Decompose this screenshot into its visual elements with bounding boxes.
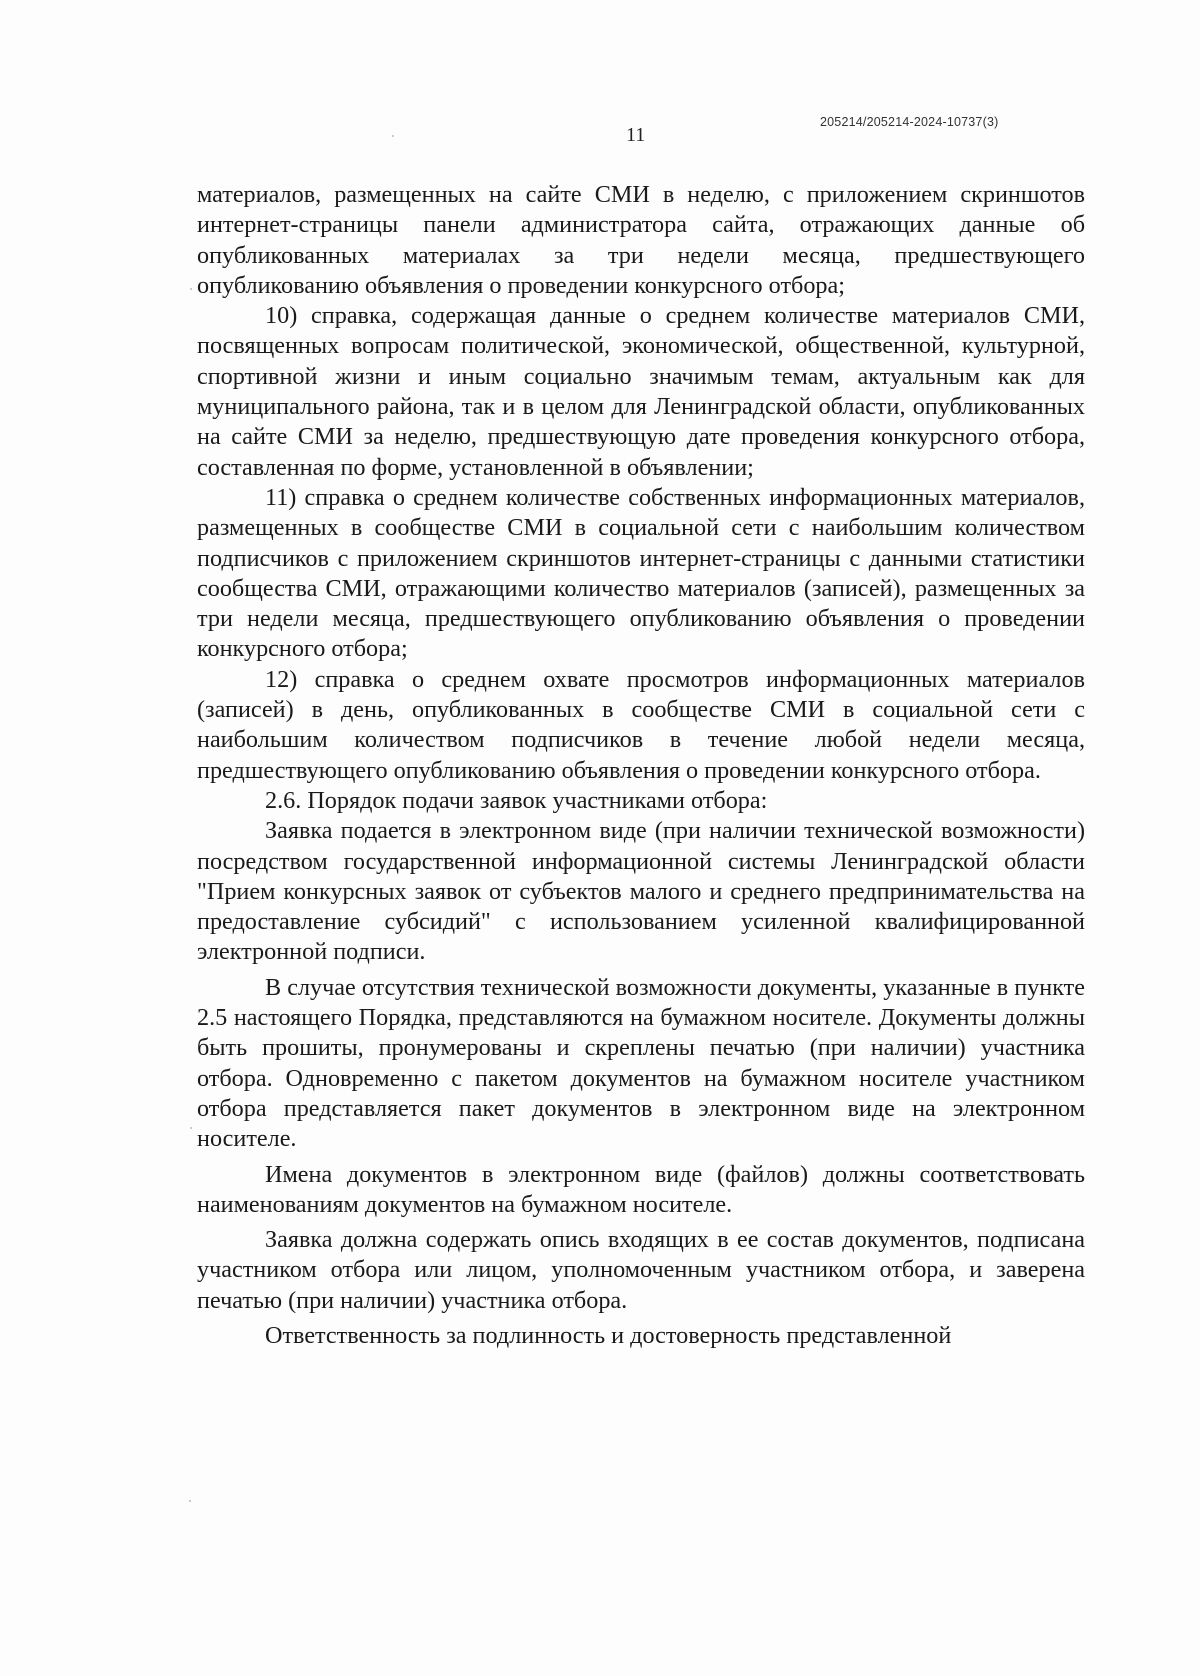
paragraph-application-electronic: Заявка подается в электронном виде (при наличии технической возможности) посредством государственной информационной системы Ленинградской области "Прием конкурсных заявок от субъектов малого и среднего предпринимательства на предоставление субсидий" с использованием усиленной квалифицированной электронной подписи.: [197, 817, 1085, 966]
scan-speck: [189, 1500, 191, 1502]
section-heading-2-6: 2.6. Порядок подачи заявок участниками отбора:: [265, 786, 768, 814]
scan-speck: [190, 1127, 192, 1129]
document-id: 205214/205214-2024-10737(3): [820, 115, 999, 129]
paragraph-file-names: Имена документов в электронном виде (файлов) должны соответствовать наименованиям документов на бумажном носителе.: [197, 1160, 1085, 1218]
paragraph-continuation: материалов, размещенных на сайте СМИ в неделю, с приложением скриншотов интернет-страницы панели администратора сайта, отражающих данные об опубликованных материалах за три недели месяца, предшествующего опубликованию объявления о проведении конкурсного отбора;: [197, 181, 1085, 299]
document-body: [197, 180, 1085, 1351]
scan-speck: [190, 288, 192, 290]
scan-speck: [392, 135, 394, 137]
paragraph-paper-submission: В случае отсутствия технической возможности документы, указанные в пункте 2.5 настоящего Порядка, представляются на бумажном носителе. Документы должны быть прошиты, пронумерованы и скреплены печатью (при наличии) участника отбора. Одновременно с пакетом документов на бумажном носителе участником отбора представляется пакет документов в электронном виде на электронном носителе.: [197, 973, 1085, 1153]
paragraph-inventory: Заявка должна содержать опись входящих в ее состав документов, подписана участником отбора или лицом, уполномоченным участником отбора, и заверена печатью (при наличии) участника отбора.: [197, 1226, 1085, 1314]
paragraph-responsibility: Ответственность за подлинность и достоверность представленной: [265, 1321, 952, 1349]
paragraph-item-11: 11) справка о среднем количестве собственных информационных материалов, размещенных в сообществе СМИ в социальной сети с наибольшим количеством подписчиков с приложением скриншотов интернет-страницы с данными статистики сообщества СМИ, отражающими количество материалов (записей), размещенных за три недели месяца, предшествующего опубликованию объявления о проведении конкурсного отбора;: [197, 483, 1085, 663]
page-number: 11: [626, 124, 646, 146]
paragraph-item-12: 12) справка о среднем охвате просмотров информационных материалов (записей) в день, опубликованных в сообществе СМИ в социальной сети с наибольшим количеством подписчиков в течение любой недели месяца, предшествующего опубликованию объявления о проведении конкурсного отбора.: [197, 665, 1085, 784]
paragraph-item-10: 10) справка, содержащая данные о среднем количестве материалов СМИ, посвященных вопросам политической, экономической, общественной, культурной, спортивной жизни и иным социально значимым темам, актуальным как для муниципального района, так и в целом для Ленинградской области, опубликованных на сайте СМИ за неделю, предшествующую дате проведения конкурсного отбора, составленная по форме, установленной в объявлении;: [197, 302, 1085, 481]
